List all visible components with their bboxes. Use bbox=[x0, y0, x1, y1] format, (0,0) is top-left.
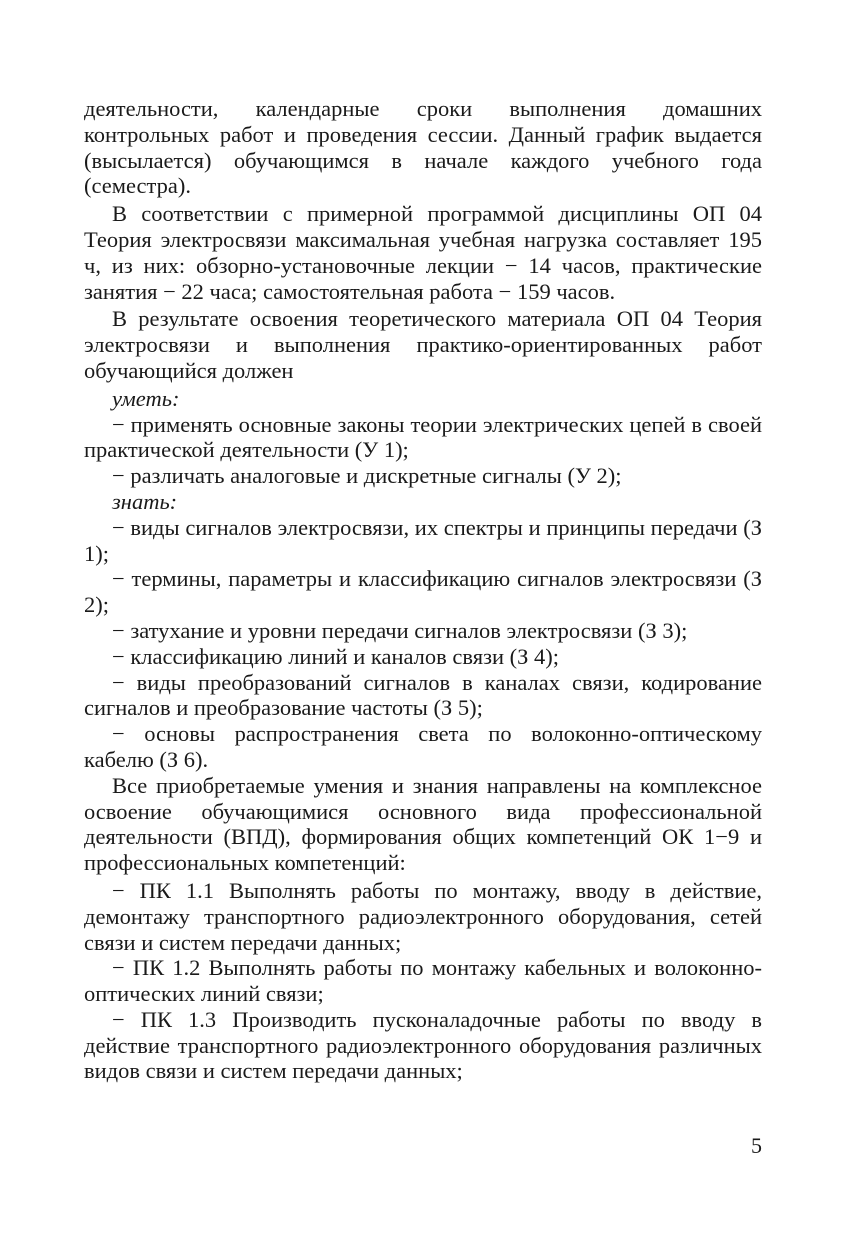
list-item-knowledge: − виды сигналов электросвязи, их спектры и принципы передачи (З 1); bbox=[84, 514, 762, 566]
list-item-competency: − ПК 1.2 Выполнять работы по монтажу кабельных и волоконно-оптических линий связи; bbox=[84, 955, 762, 1007]
list-item-skill: − различать аналоговые и дискретные сигналы (У 2); bbox=[112, 463, 622, 489]
paragraph-learning-outcomes: В результате освоения теоретического материала ОП 04 Теория электросвязи и выполнения практико-ориентированных работ обучающийся должен bbox=[84, 306, 762, 383]
paragraph-workload: В соответствии с примерной программой дисциплины ОП 04 Теория электросвязи максимальная учебная нагрузка составляет 195 ч, из них: обзорно-установочные лекции − 14 часов, практические занятия − 22 часа; самостоятельная работа − 159 часов. bbox=[84, 201, 762, 304]
label-znat: знать: bbox=[112, 488, 178, 514]
list-item-knowledge: − термины, параметры и классификацию сигналов электросвязи (З 2); bbox=[84, 566, 762, 618]
list-item-competency: − ПК 1.3 Производить пусконаладочные работы по вводу в действие транспортного радиоэлектронного оборудования различных видов связи и систем передачи данных; bbox=[84, 1006, 762, 1084]
label-umet: уметь: bbox=[112, 385, 180, 411]
page-body bbox=[84, 96, 762, 1084]
list-item-knowledge: − основы распространения света по волоконно-оптическому кабелю (З 6). bbox=[84, 721, 762, 772]
paragraph-schedule: деятельности, календарные сроки выполнения домашних контрольных работ и проведения сессии. Данный график выдается (высылается) обучающимся в начале каждого учебного года (семестра). bbox=[84, 96, 762, 199]
list-item-knowledge: − классификацию линий и каналов связи (З 4); bbox=[112, 643, 560, 669]
list-item-knowledge: − затухание и уровни передачи сигналов электросвязи (З 3); bbox=[112, 617, 688, 643]
list-item-knowledge: − виды преобразований сигналов в каналах связи, кодирование сигналов и преобразование частоты (З 5); bbox=[84, 669, 762, 721]
list-item-competency: − ПК 1.1 Выполнять работы по монтажу, вводу в действие, демонтажу транспортного радиоэлектронного оборудования, сетей связи и систем передачи данных; bbox=[84, 877, 762, 955]
paragraph-competencies: Все приобретаемые умения и знания направлены на комплексное освоение обучающимися основного вида профессиональной деятельности (ВПД), формирования общих компетенций ОК 1−9 и профессиональных компетенций: bbox=[84, 772, 762, 876]
page-number: 5 bbox=[751, 1133, 762, 1158]
list-item-skill: − применять основные законы теории электрических цепей в своей практической деятельности (У 1); bbox=[84, 411, 762, 463]
